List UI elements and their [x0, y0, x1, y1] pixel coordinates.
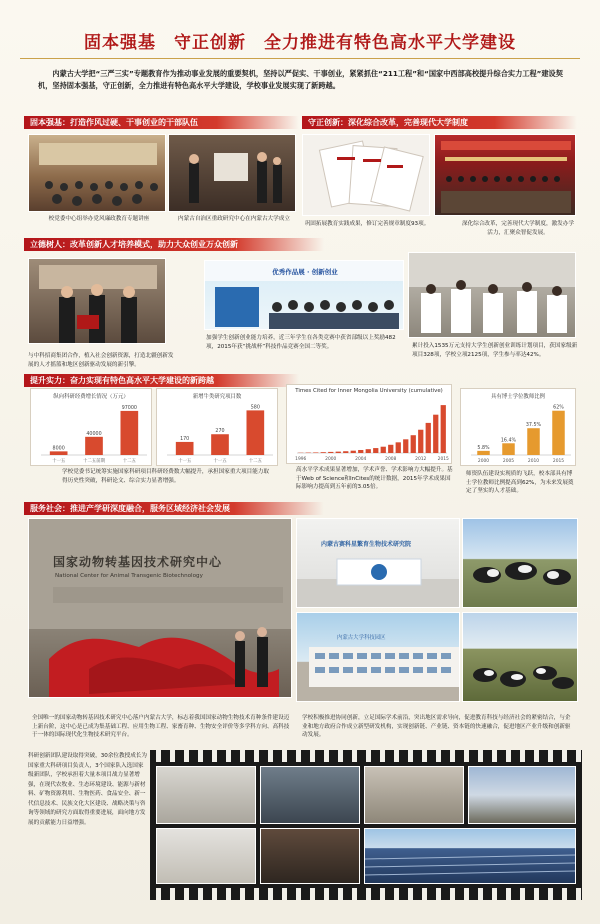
park-sign-text: 内蒙古大学科技园区	[337, 635, 386, 641]
film-photo-lab1	[156, 766, 256, 824]
caption-7: 累计投入1535万元支持大学生创新创业训练计划项目，获国家级新项目328项，学校立项2125项，学生参与率达42%。	[412, 343, 578, 358]
research-team-text-block	[28, 752, 148, 828]
bar	[321, 452, 326, 453]
photo-regulations	[302, 134, 430, 216]
intro-paragraph: 内蒙古大学把“三严三实”专题教育作为推动事业发展的重要契机，坚持以严促实、干事创业，紧紧抓住“211工程”和“国家中西部高校提升综合实力工程”建设契机，坚持固本强基，守正创新，全力推进有特色高水平大学建设，学校事业发展实现了新跨越。	[38, 69, 563, 90]
caption-4: 深化综合改革，完善现代大学制度，激发办学活力，汇聚众智促发展。	[462, 221, 574, 236]
chart-title: Times Cited for Inner Mongolia University (cumulative)	[295, 388, 443, 394]
film-strip	[150, 750, 582, 900]
photo-signing	[28, 258, 166, 344]
tick-label: 2015	[437, 457, 449, 462]
institute-sign-text: 内蒙古赛科星繁育生物技术研究院	[321, 541, 412, 548]
data-label: 16.4%	[500, 438, 517, 444]
bar	[552, 411, 565, 455]
tick-label: 十二五	[122, 459, 136, 464]
bar	[85, 437, 103, 455]
poster-title: 固本强基 守正创新 全力推进有特色高水平大学建设	[84, 33, 516, 53]
bar	[343, 451, 348, 453]
tick-label: 2000	[477, 459, 490, 464]
bar	[403, 439, 408, 453]
caption-13: 科研创新团队建设取得突破，30余位教授成长为国家重大科研项目负责人，3个国家队入选国家级新团队，学校承担着大量本项目战力显著增强，在现代农牧业、生态环境建设、能源与新材料、矿物资源利用、生物医药、食品安全、新一代信息技术、民族文化大区建设、战略决策与咨询等领域的研究方面取得重要进展，面向地方发展的贡献能力日益增强。	[28, 753, 147, 826]
section-header-5: 服务社会：推进产学研深度融合，服务区域经济社会发展	[24, 502, 324, 515]
tick-label: 十一五	[213, 459, 227, 464]
bar	[247, 410, 265, 455]
photo-laboratory	[408, 252, 576, 338]
section-header-3: 立德树人：改革创新人才培养模式，助力大众创业万众创新	[24, 238, 324, 251]
film-photo-researchers	[156, 828, 256, 884]
data-label: 170	[180, 436, 190, 442]
caption-11: 全国唯一的国家动物转基因技术研究中心落户内蒙古大学，标志着我国国家动物生物技术育种条件建设迈上新台阶，这中心是已成为集基础工程、应用生物工程、家畜育种、生物安全评价等多学科方向、高科技于一体的国际现代化生物技术研究平台。	[32, 715, 290, 738]
bar	[336, 452, 341, 453]
chart-times-cited	[286, 384, 452, 464]
center-sign-text: 国家动物转基因技术研究中心	[53, 555, 223, 569]
data-label: 97000	[121, 405, 137, 411]
chart-title: 纵向科研经费增长情况（万元）	[53, 394, 129, 400]
photo-research-institute	[296, 518, 460, 608]
bar	[477, 451, 490, 455]
photo-lecture	[28, 134, 166, 212]
photo-science-park	[296, 612, 460, 702]
film-photo-solar-field	[364, 828, 576, 884]
caption-1: 校党委中心组举办党风廉政教育专题讲座	[48, 216, 150, 222]
tick-label: 2012	[415, 457, 427, 462]
tick-label: 1996	[295, 457, 307, 462]
data-label: 62%	[553, 405, 564, 411]
data-label: 37.5%	[525, 423, 542, 429]
tick-label: 2015	[552, 459, 565, 464]
bar	[50, 451, 68, 455]
caption-10: 师资队伍建设实现质的飞跃，校本部具有博士学位教师比例提高到62%，为未来发展奠定了坚实的人才基础。	[466, 471, 574, 494]
photo-cattle	[462, 518, 578, 608]
caption-9: 高水平学术成果显著增加，学术声誉、学术影响力大幅提升。基于Web of Science和InCites的统计数据，2015年学术成果国际影响力提高到五年前的3.05倍。	[296, 467, 453, 490]
bar	[381, 447, 386, 453]
chart-new-projects	[156, 388, 278, 466]
photo-unveiling	[168, 134, 296, 212]
tick-label: 十一五	[178, 459, 192, 464]
film-photo-lab3	[364, 766, 464, 824]
photo-transgenic-center	[28, 518, 292, 698]
bar	[313, 452, 318, 453]
chart-research-funding	[30, 388, 152, 466]
chart-phd-ratio	[460, 388, 576, 466]
film-photo-award	[260, 828, 360, 884]
bar	[426, 423, 431, 453]
caption-12: 学校积极推进协同创新，立足国际学术前沿，突出地区需求导向，促进教育科技与经济社会的紧密结合，与企业和地方政府合作成立新型研发机构，实现创新链、产业链、资本链的快速融合，促进地区产业升级和创新驱动发展。	[302, 715, 571, 738]
film-photo-lab2	[260, 766, 360, 824]
caption-8: 学校党委书记统筹实施国家科研项目科研经费数大幅提升，承担国家重大项目能力取得历史性突破，科研论文、综合实力显著增强。	[62, 469, 269, 484]
svg-text:优秀作品展 · 创新创业: 优秀作品展 · 创新创业	[272, 268, 338, 276]
tick-label: 十二五前期	[83, 459, 105, 464]
tick-label: 2000	[325, 457, 337, 462]
film-photo-field	[468, 766, 576, 824]
bar	[176, 442, 194, 455]
bar	[366, 449, 371, 453]
section-header-4: 提升实力：奋力实现有特色高水平大学建设的新跨越	[24, 374, 299, 387]
bar	[502, 443, 515, 455]
caption-5: 与中科招商集团合作，植入社会创新资源，打造北疆创新发展的人才摇篮和地区创新驱动发展的新引擎。	[28, 353, 174, 368]
bar	[418, 430, 423, 453]
data-label: 8000	[52, 446, 65, 452]
tick-label: 十一五	[52, 459, 66, 464]
data-label: 40000	[86, 431, 102, 437]
center-sign-subtext: National Center for Animal Transgenic Biotechnology	[55, 573, 203, 579]
tick-label: 2010	[527, 459, 540, 464]
tick-label: 十二五	[248, 459, 262, 464]
section-header-2: 守正创新：深化综合改革，完善现代大学制度	[302, 116, 577, 129]
chart-title: 具有博士学位教师比例	[491, 394, 545, 400]
film-perforations-bottom	[150, 888, 582, 900]
bar	[396, 442, 401, 453]
bar	[388, 445, 393, 453]
data-label: 270	[215, 429, 225, 435]
data-label: 5.8%	[477, 445, 490, 451]
bar	[358, 450, 363, 453]
bar	[121, 411, 139, 455]
caption-2: 内蒙古自治区重政研究中心在内蒙古大学成立	[178, 216, 290, 222]
bar	[328, 452, 333, 453]
photo-dairy-herd	[462, 612, 578, 702]
section-header-1: 固本强基：打造作风过硬、干事创业的干部队伍	[24, 116, 299, 129]
bar	[351, 451, 356, 453]
caption-3: 巩固拓展教育实践成果，修订完善规章制度93项。	[304, 221, 430, 227]
bar	[527, 428, 540, 455]
bar	[411, 435, 416, 453]
caption-6: 加强学生创新创业能力培养，近三年学生在各类竞赛中获省部级以上奖励482项，2015年获“挑战杯”科技作品竞赛全国二等奖。	[206, 335, 396, 350]
film-perforations-top	[150, 750, 582, 762]
bar	[211, 434, 229, 455]
bar	[433, 415, 438, 453]
bar	[441, 405, 446, 453]
tick-label: 2005	[502, 459, 515, 464]
bar	[373, 448, 378, 453]
data-label: 580	[250, 405, 260, 411]
divider	[20, 58, 580, 59]
chart-title: 新增牛类研究项目数	[192, 394, 242, 400]
tick-label: 2008	[385, 457, 397, 462]
tick-label: 2004	[355, 457, 367, 462]
photo-competition	[204, 260, 404, 330]
photo-congress	[434, 134, 576, 216]
